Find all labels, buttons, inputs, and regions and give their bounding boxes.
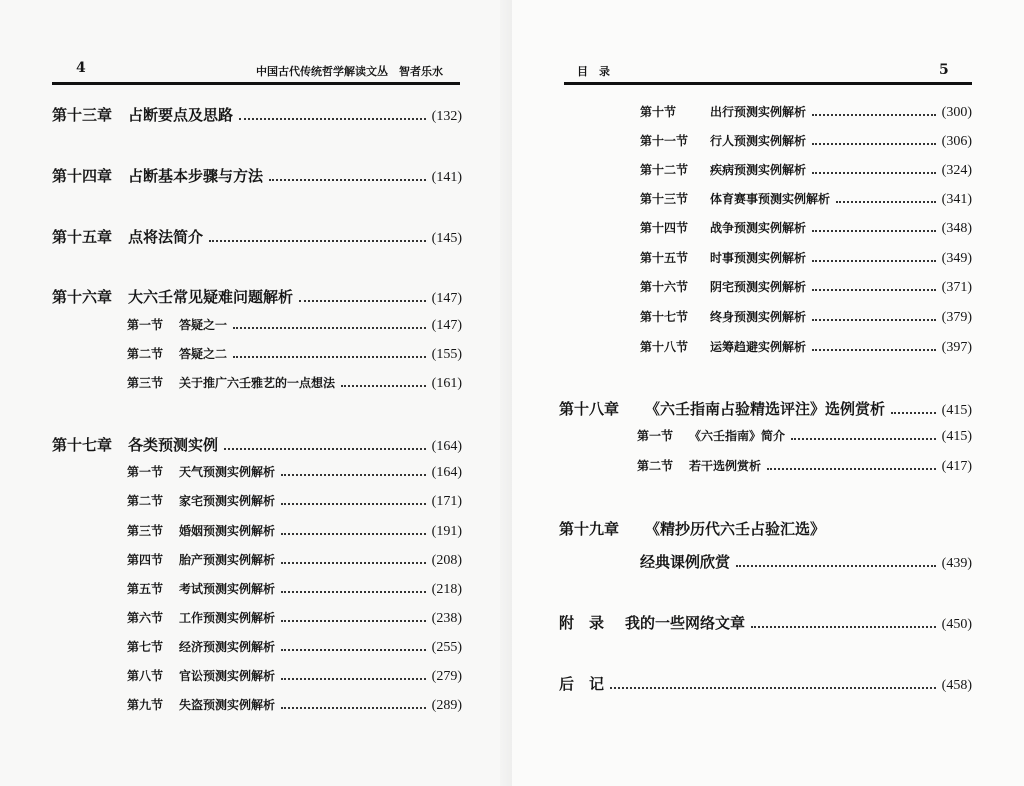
- entry-page: (300): [941, 105, 972, 120]
- entry-title: 失盗预测实例解析: [179, 698, 276, 712]
- entry-label: 第一节: [637, 429, 674, 443]
- entry-title: 行人预测实例解析: [710, 134, 807, 148]
- dot-leader: [610, 687, 936, 689]
- entry-page: (379): [941, 310, 972, 325]
- dot-leader: [233, 327, 426, 329]
- entry-label: 第二节: [127, 494, 164, 508]
- dot-leader: [299, 300, 426, 302]
- dot-leader: [812, 260, 936, 262]
- dot-leader: [891, 412, 936, 414]
- dot-leader: [836, 201, 936, 203]
- entry-page: (218): [431, 582, 462, 597]
- dot-leader: [281, 474, 426, 476]
- left-page-number: 4: [76, 60, 86, 76]
- toc-entry[interactable]: [640, 219, 972, 237]
- toc-entry[interactable]: [127, 551, 462, 569]
- entry-title: 工作预测实例解析: [179, 611, 276, 625]
- toc-entry[interactable]: [640, 278, 972, 296]
- dot-leader: [269, 179, 426, 181]
- entry-title: 经典课例欣赏: [640, 553, 731, 571]
- entry-page: (147): [431, 318, 462, 333]
- toc-entry[interactable]: [127, 696, 462, 714]
- entry-page: (439): [941, 556, 972, 571]
- entry-title: 答疑之二: [179, 347, 228, 361]
- entry-title: 点将法简介: [128, 228, 204, 246]
- entry-title: 运筹趋避实例解析: [710, 340, 807, 354]
- entry-page: (147): [431, 291, 462, 306]
- entry-label: 第十四章: [52, 167, 113, 185]
- entry-title: 胎产预测实例解析: [179, 553, 276, 567]
- toc-entry[interactable]: [52, 104, 462, 125]
- entry-page: (145): [431, 231, 462, 246]
- entry-title: 家宅预测实例解析: [179, 494, 276, 508]
- entry-page: (349): [941, 251, 972, 266]
- toc-entry[interactable]: [127, 638, 462, 656]
- entry-title: 各类预测实例: [128, 436, 219, 454]
- toc-entry[interactable]: [127, 374, 462, 392]
- entry-page: (341): [941, 192, 972, 207]
- entry-title: 若干选例赏析: [689, 459, 762, 473]
- entry-page: (164): [431, 465, 462, 480]
- left-running-header: 中国古代传统哲学解读文丛 智者乐水: [256, 65, 443, 78]
- entry-label: 第十二节: [640, 163, 689, 177]
- entry-page: (415): [941, 429, 972, 444]
- entry-label: 第四节: [127, 553, 164, 567]
- entry-title: 经济预测实例解析: [179, 640, 276, 654]
- toc-entry[interactable]: [559, 612, 972, 633]
- entry-label: 第六节: [127, 611, 164, 625]
- toc-entry[interactable]: [637, 427, 972, 445]
- toc-entry[interactable]: [127, 667, 462, 685]
- entry-title: 占断要点及思路: [128, 106, 234, 124]
- entry-page: (279): [431, 669, 462, 684]
- entry-label: 第十三章: [52, 106, 113, 124]
- entry-title: 天气预测实例解析: [179, 465, 276, 479]
- entry-label: 第十八章: [559, 400, 620, 418]
- dot-leader: [224, 448, 426, 450]
- dot-leader: [736, 565, 936, 567]
- toc-entry[interactable]: [640, 132, 972, 150]
- toc-entry[interactable]: [127, 580, 462, 598]
- entry-page: (161): [431, 376, 462, 391]
- entry-label: 第八节: [127, 669, 164, 683]
- toc-entry[interactable]: [640, 308, 972, 326]
- entry-page: (238): [431, 611, 462, 626]
- entry-label: 第二节: [127, 347, 164, 361]
- toc-entry[interactable]: [52, 434, 462, 455]
- toc-entry[interactable]: [127, 463, 462, 481]
- entry-title: 考试预测实例解析: [179, 582, 276, 596]
- entry-page: (415): [941, 403, 972, 418]
- entry-page: (348): [941, 221, 972, 236]
- entry-label: 第十一节: [640, 134, 689, 148]
- dot-leader: [812, 319, 936, 321]
- toc-entry[interactable]: [640, 103, 972, 121]
- toc-entry[interactable]: [640, 161, 972, 179]
- dot-leader: [281, 503, 426, 505]
- right-page-number: 5: [939, 62, 949, 78]
- entry-title: 时事预测实例解析: [710, 251, 807, 265]
- entry-label: 第十三节: [640, 192, 689, 206]
- dot-leader: [281, 562, 426, 564]
- entry-page: (155): [431, 347, 462, 362]
- toc-entry[interactable]: [52, 165, 462, 186]
- toc-entry[interactable]: [127, 316, 462, 334]
- entry-page: (171): [431, 494, 462, 509]
- entry-title: 阴宅预测实例解析: [710, 280, 807, 294]
- entry-label: 第五节: [127, 582, 164, 596]
- dot-leader: [812, 289, 936, 291]
- entry-label: 第十八节: [640, 340, 689, 354]
- entry-page: (191): [431, 524, 462, 539]
- dot-leader: [281, 620, 426, 622]
- entry-title: 疾病预测实例解析: [710, 163, 807, 177]
- entry-label: 第十七章: [52, 436, 113, 454]
- entry-title: 战争预测实例解析: [710, 221, 807, 235]
- entry-title: 体育赛事预测实例解析: [710, 192, 831, 206]
- entry-title: 我的一些网络文章: [625, 614, 746, 632]
- entry-label: 第十七节: [640, 310, 689, 324]
- entry-page: (371): [941, 280, 972, 295]
- entry-title: 《六壬指南占验精选评注》选例赏析: [645, 400, 886, 418]
- dot-leader: [209, 240, 426, 242]
- entry-label: 后 记: [559, 675, 605, 693]
- entry-label: 第十五节: [640, 251, 689, 265]
- right-running-header: 目 录: [577, 65, 610, 78]
- entry-title: 占断基本步骤与方法: [128, 167, 264, 185]
- entry-page: (450): [941, 617, 972, 632]
- toc-entry[interactable]: [640, 249, 972, 267]
- dot-leader: [233, 356, 426, 358]
- entry-page: (397): [941, 340, 972, 355]
- entry-label: 第九节: [127, 698, 164, 712]
- entry-title: 出行预测实例解析: [710, 105, 807, 119]
- dot-leader: [791, 438, 936, 440]
- entry-title: 官讼预测实例解析: [179, 669, 276, 683]
- dot-leader: [767, 468, 936, 470]
- entry-title: 婚姻预测实例解析: [179, 524, 276, 538]
- toc-entry[interactable]: [640, 338, 972, 356]
- entry-page: (289): [431, 698, 462, 713]
- entry-label: 第十四节: [640, 221, 689, 235]
- dot-leader: [812, 349, 936, 351]
- entry-page: (306): [941, 134, 972, 149]
- entry-title: 答疑之一: [179, 318, 228, 332]
- entry-label: 第十节: [640, 105, 677, 119]
- dot-leader: [751, 626, 936, 628]
- entry-label: 第十五章: [52, 228, 113, 246]
- dot-leader: [812, 230, 936, 232]
- dot-leader: [281, 678, 426, 680]
- toc-entry[interactable]: [127, 492, 462, 510]
- entry-label: 第一节: [127, 318, 164, 332]
- entry-title: 大六壬常见疑难问题解析: [128, 288, 294, 306]
- entry-label: 第十九章: [559, 520, 620, 538]
- entry-page: (132): [431, 109, 462, 124]
- entry-label: 附 录: [559, 614, 605, 632]
- entry-page: (141): [431, 170, 462, 185]
- toc-entry[interactable]: [559, 673, 972, 694]
- toc-entry[interactable]: [637, 457, 972, 475]
- entry-title: 《六壬指南》简介: [689, 429, 786, 443]
- dot-leader: [281, 649, 426, 651]
- entry-page: (458): [941, 678, 972, 693]
- entry-label: 第一节: [127, 465, 164, 479]
- dot-leader: [812, 143, 936, 145]
- right-page: [512, 0, 1024, 786]
- toc-entry[interactable]: [127, 609, 462, 627]
- entry-title: 终身预测实例解析: [710, 310, 807, 324]
- entry-page: (208): [431, 553, 462, 568]
- entry-label: 第三节: [127, 376, 164, 390]
- entry-label: 第二节: [637, 459, 674, 473]
- dot-leader: [239, 118, 426, 120]
- dot-leader: [812, 172, 936, 174]
- left-header-rule: [52, 82, 460, 85]
- right-header-rule: [564, 82, 972, 85]
- dot-leader: [281, 533, 426, 535]
- dot-leader: [341, 385, 426, 387]
- entry-label: 第十六章: [52, 288, 113, 306]
- dot-leader: [812, 114, 936, 116]
- entry-title: 关于推广六壬雅艺的一点想法: [179, 376, 336, 390]
- entry-label: 第三节: [127, 524, 164, 538]
- entry-label: 第十六节: [640, 280, 689, 294]
- entry-label: 第七节: [127, 640, 164, 654]
- toc-entry[interactable]: [640, 190, 972, 208]
- dot-leader: [281, 707, 426, 709]
- toc-entry[interactable]: [52, 286, 462, 307]
- toc-entry[interactable]: [640, 551, 972, 572]
- entry-page: (164): [431, 439, 462, 454]
- entry-page: (417): [941, 459, 972, 474]
- toc-entry[interactable]: [559, 518, 972, 539]
- toc-entry[interactable]: [52, 226, 462, 247]
- toc-entry[interactable]: [127, 345, 462, 363]
- toc-entry[interactable]: [559, 398, 972, 419]
- entry-page: (324): [941, 163, 972, 178]
- entry-title: 《精抄历代六壬占验汇选》: [645, 520, 826, 538]
- dot-leader: [281, 591, 426, 593]
- toc-entry[interactable]: [127, 522, 462, 540]
- entry-page: (255): [431, 640, 462, 655]
